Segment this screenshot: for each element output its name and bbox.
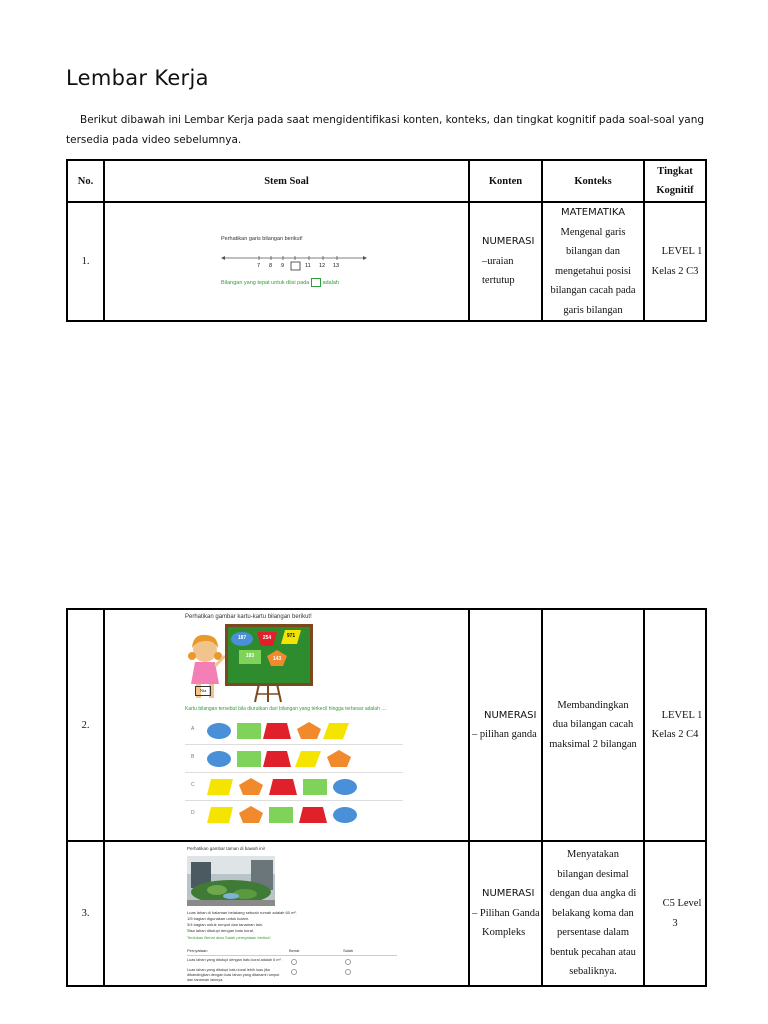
option-row-c[interactable] <box>185 774 403 801</box>
option-label: B <box>191 754 195 760</box>
number-line-icon <box>217 246 367 276</box>
table-row <box>67 841 706 986</box>
tingkat-cell <box>644 609 706 841</box>
konteks-line: Menyatakan <box>567 849 619 861</box>
tick-label: 12 <box>319 262 326 269</box>
radio-false-2[interactable] <box>345 969 351 975</box>
figure-prompt: Perhatikan gambar taman di bawah ini! <box>187 845 266 851</box>
tick-label: 11 <box>305 262 311 269</box>
number-cards-figure <box>179 610 407 838</box>
konten-line: – Pilihan Ganda <box>472 907 540 919</box>
statement-1: Luas lahan yang ditutupi dengan batu koral adalah 6 m². <box>187 957 282 962</box>
radio-true-2[interactable] <box>291 969 297 975</box>
option-shapes-d-icon <box>207 805 377 825</box>
konteks-line: garis bilangan <box>563 304 623 316</box>
konten-line: Kompleks <box>482 927 526 939</box>
konteks-line: dengan dua angka di <box>549 888 637 900</box>
konteks-line: MATEMATIKA <box>560 207 626 218</box>
question-text: Bilangan yang tepat untuk diisi pada <box>221 279 310 286</box>
konteks-cell <box>542 841 644 986</box>
konten-line: NUMERASI <box>482 888 535 900</box>
blank-box-icon <box>311 278 321 287</box>
row-number: 3. <box>67 841 104 986</box>
konten-line: tertutup <box>482 275 515 287</box>
konten-cell <box>469 609 542 841</box>
konteks-line: bilangan dan <box>566 246 620 257</box>
tick-label: 9 <box>281 262 285 269</box>
figure-question <box>221 278 339 287</box>
card-label: 187 <box>237 635 247 641</box>
table-row <box>67 609 706 841</box>
problem-line: Luas lahan di halaman belakang sebuah rumah adalah 60 m². <box>187 909 297 915</box>
name-tag: Nia <box>195 686 211 696</box>
tick-label: 8 <box>269 262 273 269</box>
header-tingkat-line1: Tingkat <box>657 165 693 177</box>
konteks-line: sebaliknya. <box>569 966 617 978</box>
figure-question: Kartu bilangan tersebut bila diurutkan dari bilangan yang terkecil hingga terbesar adalah .... <box>185 706 387 712</box>
tingkat-line: Kelas 2 C3 <box>651 265 699 277</box>
konteks-cell <box>542 609 644 841</box>
row-number: 2. <box>67 609 104 841</box>
figure-prompt: Perhatikan gambar kartu-kartu bilangan berikut! <box>185 614 312 620</box>
worksheet-table-part-2 <box>66 608 707 987</box>
header-konten: Konten <box>469 160 542 202</box>
option-row-a[interactable] <box>185 718 403 745</box>
garden-photo-icon <box>187 856 275 906</box>
option-row-d[interactable] <box>185 802 403 828</box>
worksheet-table-part-1 <box>66 159 707 322</box>
option-label: C <box>191 782 195 788</box>
garden-figure <box>181 844 403 984</box>
intro-paragraph: Berikut dibawah ini Lembar Kerja pada saat mengidentifikasi konten, konteks, dan tingkat kognitif pada soal-soal yang tersedia pada video sebelumnya. <box>66 114 705 146</box>
konteks-line: bentuk pecahan atau <box>550 946 636 958</box>
card-label: 183 <box>245 653 255 659</box>
number-line-figure <box>217 230 367 294</box>
tingkat-line: LEVEL 1 <box>661 709 703 721</box>
konteks-line: mengetahui posisi <box>554 265 632 277</box>
table-row <box>67 202 706 321</box>
table-header-row <box>67 160 706 202</box>
divider <box>187 955 397 956</box>
konteks-cell <box>542 202 644 321</box>
tingkat-line: Kelas 2 C4 <box>651 729 699 740</box>
problem-line: 3/4 bagian untuk rumput dan tanaman lain. <box>187 921 264 927</box>
problem-line: 1/5 bagian digunakan untuk kolam. <box>187 915 250 921</box>
stem-cell <box>104 609 469 841</box>
tingkat-line: 3 <box>672 917 678 929</box>
girl-illustration-icon <box>183 630 227 710</box>
card-label: 254 <box>262 635 272 641</box>
card-label: 971 <box>286 633 296 639</box>
option-row-b[interactable] <box>185 746 403 773</box>
stem-cell <box>104 841 469 986</box>
tingkat-cell <box>644 202 706 321</box>
konten-line: –uraian <box>482 255 514 267</box>
option-shapes-c-icon <box>207 777 377 797</box>
konteks-line: Membandingkan <box>557 699 629 711</box>
radio-true-1[interactable] <box>291 959 297 965</box>
board-stand-icon <box>253 684 283 704</box>
radio-false-1[interactable] <box>345 959 351 965</box>
konteks-line: dua bilangan cacah <box>552 719 634 731</box>
header-tingkat-line2: Kognitif <box>656 185 694 196</box>
row-number: 1. <box>67 202 104 321</box>
konten-cell <box>469 202 542 321</box>
stem-cell <box>104 202 469 321</box>
konteks-line: Mengenal garis <box>560 226 626 238</box>
konten-line: NUMERASI <box>482 236 535 248</box>
problem-line: Sisa lahan ditutupi dengan batu koral. <box>187 927 254 933</box>
konteks-line: maksimal 2 bilangan <box>549 738 637 750</box>
option-label: A <box>191 726 195 732</box>
tick-label: 13 <box>333 262 340 269</box>
statement-2: Luas lahan yang ditutupi batu koral lebih luas jika dibandingkan dengan luas lahan yang ditanami rumput dan tanaman lainnya. <box>187 967 280 982</box>
tingkat-line: LEVEL 1 <box>661 246 703 257</box>
konten-line: – pilihan ganda <box>472 729 537 740</box>
instruction-text: Tentukan Benar atau Salah pernyataan berikut! <box>187 934 271 940</box>
col-statement: Pernyataan <box>187 947 208 953</box>
header-no: No. <box>67 160 104 202</box>
tick-label: 7 <box>257 262 261 269</box>
konten-line: NUMERASI <box>484 709 537 721</box>
konten-cell <box>469 841 542 986</box>
konteks-line: persentase dalam <box>556 927 629 939</box>
card-label: 143 <box>272 656 282 662</box>
header-tingkat <box>644 160 706 202</box>
konteks-line: belakang koma dan <box>552 907 634 919</box>
header-konteks: Konteks <box>542 160 644 202</box>
option-label: D <box>191 810 195 816</box>
col-false: Salah <box>343 947 354 953</box>
header-stem: Stem Soal <box>104 160 469 202</box>
figure-prompt: Perhatikan garis bilangan berikut! <box>221 235 303 242</box>
tingkat-line: C5 Level <box>662 898 702 909</box>
option-shapes-b-icon <box>207 749 377 769</box>
konteks-line: bilangan desimal <box>557 868 629 880</box>
konteks-line: bilangan cacah pada <box>550 285 636 296</box>
col-true: Benar <box>289 947 300 953</box>
question-end: adalah <box>322 279 339 286</box>
tingkat-cell <box>644 841 706 986</box>
page-title: Lembar Kerja <box>66 66 209 90</box>
option-shapes-a-icon <box>207 721 377 741</box>
